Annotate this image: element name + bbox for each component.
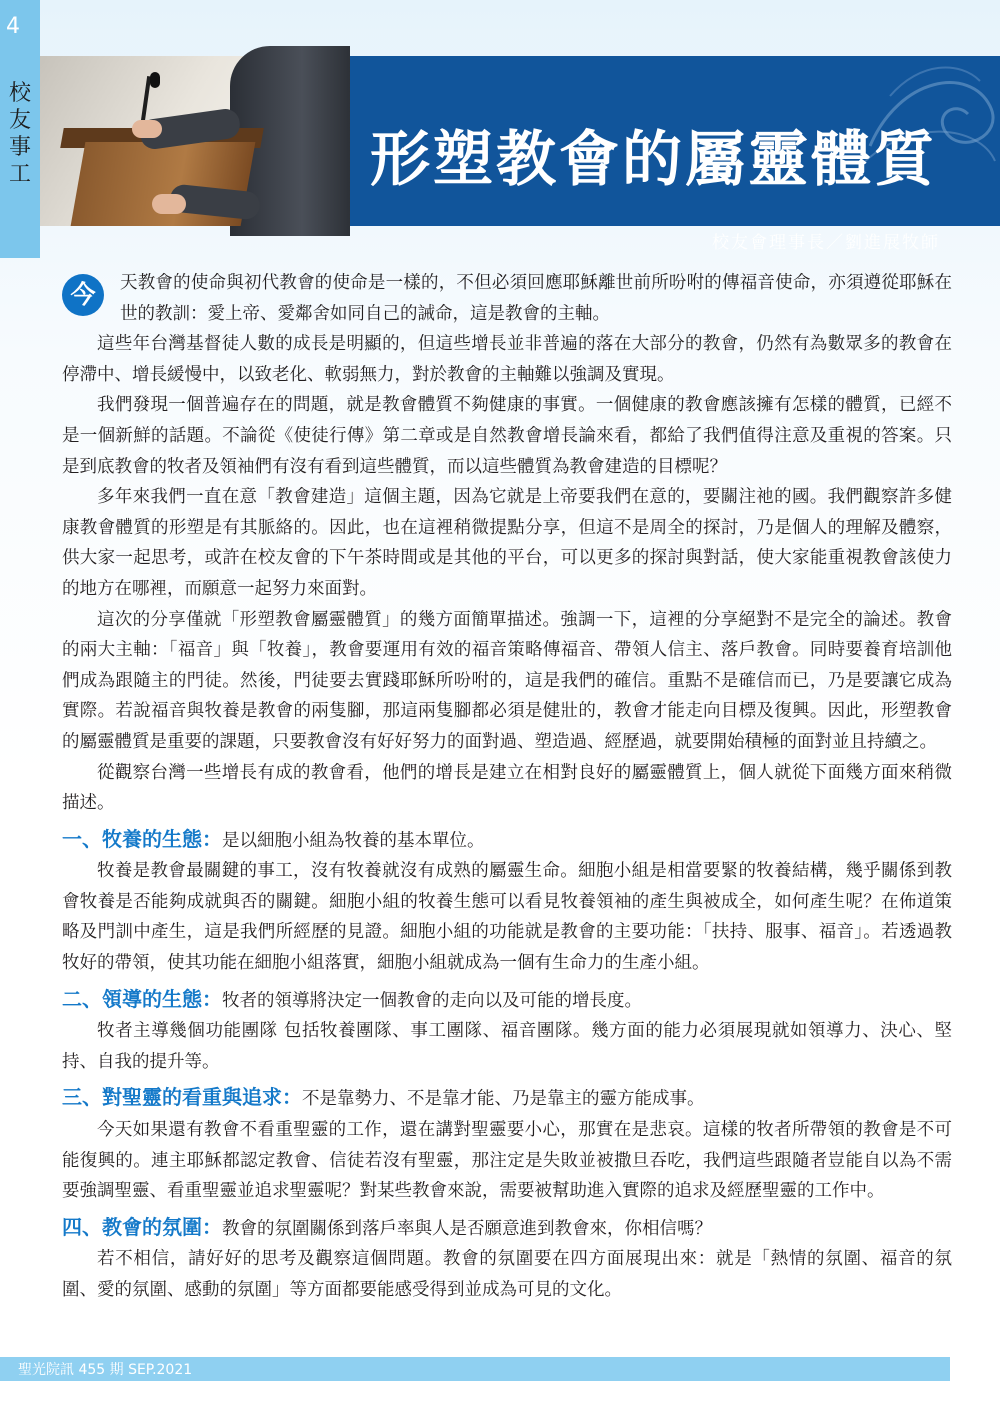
- paragraph: 這些年台灣基督徒人數的成長是明顯的，但這些增長並非普遍的落在大部分的教會，仍然有為數眾多的教會在停滯中、增長緩慢中，以致老化、軟弱無力，對於教會的主軸難以強調及實現。: [62, 334, 952, 385]
- lead-text: 天教會的使命與初代教會的使命是一樣的，不但必須回應耶穌離世前所吩咐的傳福音使命，亦須遵從耶穌在世的教訓：愛上帝、愛鄰舍如同自己的誡命，這是教會的主軸。: [120, 273, 952, 324]
- paragraph: 我們發現一個普遍存在的問題，就是教會體質不夠健康的事實。一個健康的教會應該擁有怎樣的體質，已經不是一個新鮮的話題。不論從《使徒行傳》第二章或是自然教會增長論來看，都給了我們值得注意及重視的答案。只是到底教會的牧者及領袖們有沒有看到這些體質，而以這些體質為教會建造的目標呢？: [62, 395, 952, 477]
- section-heading-label: 四、教會的氛圍：: [62, 1214, 222, 1239]
- section-heading: [62, 1082, 952, 1115]
- pulpit-photo: [40, 56, 335, 226]
- paragraph: 多年來我們一直在意「教會建造」這個主題，因為它就是上帝要我們在意的，要關注祂的國。我們觀察許多健康教會體質的形塑是有其脈絡的。因此，也在這裡稍微提點分享，但這不是周全的探討，乃是個人的理解及體察，供大家一起思考，或許在校友會的下午茶時間或是其他的平台，可以更多的探討與對話，使大家能重視教會該使力的地方在哪裡，而願意一起努力來面對。: [62, 487, 952, 599]
- footer-issue-info: 聖光院訊 455 期 SEP.2021: [18, 1362, 193, 1378]
- section-heading-label: 二、領導的生態：: [62, 986, 222, 1011]
- paragraph: 這次的分享僅就「形塑教會屬靈體質」的幾方面簡單描述。強調一下，這裡的分享絕對不是完全的論述。教會的兩大主軸：「福音」與「牧養」，教會要運用有效的福音策略傳福音、帶領人信主、落戶教會。同時要養育培訓他們成為跟隨主的門徒。然後，門徒要去實踐耶穌所吩咐的，這是我們的確信。重點不是確信而已，乃是要讓它成為實際。若說福音與牧養是教會的兩隻腳，那這兩隻腳都必須是健壯的，教會才能走向目標及復興。因此，形塑教會的屬靈體質是重要的課題，只要教會沒有好好努力的面對過、塑造過、經歷過，就要開始積極的面對並且持續之。: [62, 609, 952, 752]
- section-heading-summary: 牧者的領導將決定一個教會的走向以及可能的增長度。: [222, 990, 642, 1011]
- header-band: [40, 56, 1000, 253]
- dropcap: 今: [62, 274, 104, 316]
- section-heading: [62, 984, 952, 1017]
- section-label-char: 事: [8, 135, 31, 160]
- footer-bar: [0, 1357, 950, 1381]
- section-label-char: 工: [8, 162, 31, 187]
- section-heading: [62, 1212, 952, 1245]
- section-heading: [62, 824, 952, 857]
- section-heading-label: 一、牧養的生態：: [62, 826, 222, 851]
- paragraph: 從觀察台灣一些增長有成的教會看，他們的增長是建立在相對良好的屬靈體質上，個人就從下面幾方面來稍微描述。: [62, 762, 952, 814]
- section-heading-summary: 是以細胞小組為牧養的基本單位。: [222, 830, 485, 851]
- article-title: 形塑教會的屬靈體質: [370, 125, 937, 195]
- section-label-char: 友: [8, 108, 31, 133]
- section-paragraph: 牧者主導幾個功能團隊 包括牧養團隊、事工團隊、福音團隊。幾方面的能力必須展現就如領導力、決心、堅持、自我的提升等。: [62, 1021, 952, 1072]
- section-side-tab: [0, 0, 40, 258]
- article-body: [62, 268, 952, 1306]
- article-byline: 校友會理事長／劉進展牧師: [712, 233, 940, 253]
- section-heading-label: 三、對聖靈的看重與追求：: [62, 1085, 302, 1110]
- section-paragraph: 牧養是教會最關鍵的事工，沒有牧養就沒有成熟的屬靈生命。細胞小組是相當要緊的牧養結構，幾乎關係到教會牧養是否能夠成就與否的關鍵。細胞小組的牧養生態可以看見牧養領袖的產生與被成全，如何產生呢？在佈道策略及門訓中產生，這是我們所經歷的見證。細胞小組的功能就是教會的主要功能：「扶持、服事、福音」。若透過教牧好的帶領，使其功能在細胞小組落實，細胞小組就成為一個有生命力的生產小組。: [62, 861, 952, 974]
- section-heading-summary: 不是靠勢力、不是靠才能、乃是靠主的靈方能成事。: [302, 1089, 705, 1110]
- lead-paragraph: [62, 268, 952, 329]
- section-label-char: 校: [8, 81, 31, 106]
- section-heading-summary: 教會的氛圍關係到落戶率與人是否願意進到教會來，你相信嗎？: [222, 1218, 712, 1239]
- section-paragraph: 今天如果還有教會不看重聖靈的工作，還在講對聖靈要小心，那實在是悲哀。這樣的牧者所帶領的教會是不可能復興的。連主耶穌都認定教會、信徒若沒有聖靈，那注定是失敗並被撒旦吞吃，我們這些跟隨者豈能自以為不需要強調聖靈、看重聖靈並追求聖靈呢？對某些教會來說，需要被幫助進入實際的追求及經歷聖靈的工作中。: [62, 1120, 952, 1202]
- section-label: [4, 80, 36, 188]
- section-paragraph: 若不相信，請好好的思考及觀察這個問題。教會的氛圍要在四方面展現出來：就是「熱情的氛圍、福音的氛圍、愛的氛圍、感動的氛圍」等方面都要能感受得到並成為可見的文化。: [62, 1249, 952, 1300]
- page-number: 4: [6, 14, 20, 39]
